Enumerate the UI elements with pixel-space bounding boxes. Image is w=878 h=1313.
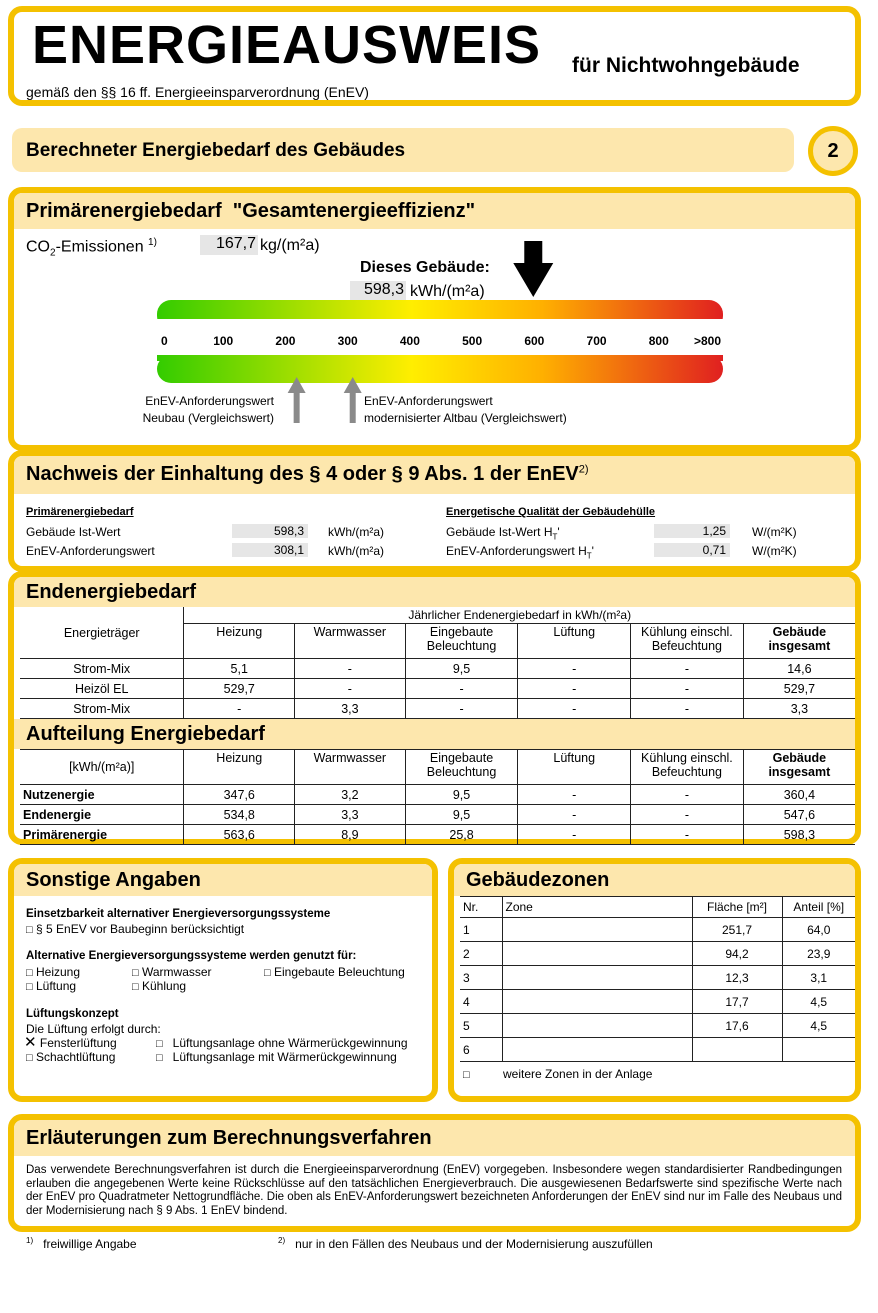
aufteilung-row	[20, 825, 855, 845]
aufteilung-cell: 3,2	[295, 785, 406, 805]
endenergie-row	[20, 679, 855, 699]
aufteilung-cell: 8,9	[295, 825, 406, 845]
endenergie-cell: 5,1	[184, 659, 295, 679]
zone-nr: 6	[460, 1038, 502, 1062]
aufteilung-cell: 547,6	[743, 805, 855, 825]
endenergie-table	[20, 607, 855, 719]
zone-name	[502, 1014, 692, 1038]
erlaeuterung-box	[8, 1114, 861, 1232]
building-arrow-icon	[513, 241, 553, 297]
zone-row	[460, 990, 855, 1014]
lueftung-subheading: Die Lüftung erfolgt durch:	[26, 1022, 161, 1036]
endenergie-cell: -	[631, 699, 744, 719]
checkbox-anlage-ohne[interactable]: □ Lüftungsanlage ohne Wärmerückgewinnung	[156, 1036, 408, 1050]
zonen-table	[460, 896, 855, 1086]
endenergie-row-label: Strom-Mix	[20, 699, 184, 719]
weitere-zonen-label: weitere Zonen in der Anlage	[503, 1067, 653, 1081]
footnote-1: $^{1)}$ freiwillige Angabe	[26, 1236, 137, 1251]
endenergie-cell: 14,6	[743, 659, 855, 679]
endenergie-row	[20, 659, 855, 679]
co2-unit: kg/(m²a)	[260, 237, 320, 254]
aufteilung-row-label: Endenergie	[20, 805, 184, 825]
erlaeuterung-header	[14, 1120, 855, 1156]
endenergie-cell: -	[518, 679, 631, 699]
col-header-kuehlung: Kühlung einschl. Befeuchtung	[631, 624, 744, 659]
sonstige-title: Sonstige Angaben	[26, 869, 201, 891]
nachweis-right-unit-2: W/(m²K)	[752, 544, 797, 558]
building-label: Dieses Gebäude:	[360, 259, 490, 276]
zone-nr: 3	[460, 966, 502, 990]
endenergie-col0-header: Energieträger	[20, 607, 184, 659]
erlaeuterung-text: Das verwendete Berechnungsverfahren ist durch die Energieeinsparverordnung (EnEV) vorgegeben. Insbesondere wegen standardisierter Randbedingungen erlauben die angegebenen Werte keine Rückschlüsse auf den tatsächlichen Energieverbrauch. Die ausgewiesenen Bedarfswerte sind spezifische Werte nach der EnEV pro Quadratmeter Nettogrundfläche. Die oben als EnEV-Anforderungswert bezeichneten Anforderungen der EnEV sind nur im Falle des Neubaus und der Modernisierung nach § 9 Abs. 1 EnEV bindend.	[26, 1164, 842, 1217]
page-number: 2	[827, 140, 839, 162]
col-header-warmwasser: Warmwasser	[295, 624, 406, 659]
aufteilung-cell: -	[631, 805, 744, 825]
zone-flaeche	[692, 1038, 782, 1062]
endenergie-cell: -	[631, 659, 744, 679]
endenergie-header	[14, 577, 855, 607]
zone-row	[460, 1014, 855, 1038]
zone-name	[502, 1038, 692, 1062]
nachweis-right-value-1: 1,25	[654, 524, 730, 538]
zonen-col-anteil: Anteil [%]	[782, 897, 855, 918]
scale-bar-white	[157, 319, 723, 361]
aufteilung-cell: -	[631, 825, 744, 845]
endenergie-cell: -	[518, 699, 631, 719]
aufteilung-row	[20, 785, 855, 805]
scale-tick-label: 0	[161, 334, 168, 348]
aufteilung-cell: 534,8	[184, 805, 295, 825]
aufteilung-cell: -	[518, 785, 631, 805]
zone-flaeche: 17,6	[692, 1014, 782, 1038]
endenergie-cell: 3,3	[295, 699, 406, 719]
endenergie-cell: 529,7	[743, 679, 855, 699]
nachweis-left-label-2: EnEV-Anforderungswert	[26, 544, 155, 558]
col-header-beleuchtung: Eingebaute Beleuchtung	[405, 624, 518, 659]
zone-flaeche: 251,7	[692, 918, 782, 942]
endenergie-cell: -	[405, 699, 518, 719]
endenergie-box	[8, 571, 861, 845]
scale-tick-label: 800	[648, 334, 669, 348]
zonen-title: Gebäudezonen	[466, 869, 610, 891]
endenergie-cell: -	[295, 679, 406, 699]
nachweis-header	[14, 456, 855, 494]
nachweis-right-label-1: Gebäude Ist-Wert $H_T'$	[446, 525, 560, 542]
sonstige-box	[8, 858, 438, 1102]
nachweis-left-value-1: 598,3	[232, 524, 308, 538]
lueftung-heading: Lüftungskonzept	[26, 1008, 119, 1020]
endenergie-title: Endenergiebedarf	[26, 581, 197, 603]
scale-tick-label: 700	[586, 334, 607, 348]
scale-tick-label: 300	[337, 334, 358, 348]
nachweis-right-value-2: 0,71	[654, 543, 730, 557]
aufteilung-cell: 9,5	[405, 785, 518, 805]
col-header-gesamt: Gebäude insgesamt	[743, 624, 855, 659]
endenergie-cell: 9,5	[405, 659, 518, 679]
nachweis-left-label-1: Gebäude Ist-Wert	[26, 525, 121, 539]
zone-name	[502, 942, 692, 966]
section-bar	[12, 128, 794, 172]
building-unit: kWh/(m²a)	[410, 283, 485, 300]
alt-usage-heading: Alternative Energieversorgungssysteme werden genutzt für:	[26, 950, 357, 962]
zone-nr: 1	[460, 918, 502, 942]
zone-flaeche: 12,3	[692, 966, 782, 990]
aufteilung-title: Aufteilung Energiebedarf	[26, 723, 265, 745]
aufteilung-cell: 9,5	[405, 805, 518, 825]
checkbox-schachtlueftung[interactable]: □ Schachtlüftung	[26, 1050, 116, 1064]
zone-name	[502, 966, 692, 990]
altbau-reference-label: EnEV-Anforderungswert modernisierter Altbau (Vergleichswert)	[364, 394, 567, 425]
checkbox-kuehlung[interactable]: □ Kühlung	[132, 979, 187, 993]
aufteilung-row-label: Nutzenergie	[20, 785, 184, 805]
aufteilung-cell: 3,3	[295, 805, 406, 825]
zone-name	[502, 918, 692, 942]
neubau-reference-label: EnEV-Anforderungswert Neubau (Vergleichswert)	[142, 394, 274, 425]
aufteilung-cell: -	[518, 805, 631, 825]
altbau-reference-arrow-icon	[344, 377, 362, 423]
document-title-suffix: für Nichtwohngebäude	[572, 54, 800, 77]
zone-name	[502, 990, 692, 1014]
endenergie-cell: 529,7	[184, 679, 295, 699]
endenergie-cell: 3,3	[743, 699, 855, 719]
zone-anteil: 4,5	[782, 1014, 855, 1038]
checkbox-lueftung[interactable]: □ Lüftung	[26, 979, 77, 993]
endenergie-group-header: Jährlicher Endenergiebedarf in kWh/(m²a)	[184, 607, 855, 624]
co2-label: $CO_2$-Emissionen $^{1)}$	[26, 237, 157, 259]
aufteilung-row	[20, 805, 855, 825]
zone-row	[460, 1038, 855, 1062]
zone-anteil: 23,9	[782, 942, 855, 966]
aufteilung-cell: 347,6	[184, 785, 295, 805]
zonen-col-zone: Zone	[502, 897, 692, 918]
nachweis-box	[8, 450, 861, 572]
zone-anteil: 64,0	[782, 918, 855, 942]
zone-row	[460, 918, 855, 942]
erlaeuterung-title: Erläuterungen zum Berechnungsverfahren	[26, 1127, 432, 1149]
sonstige-header	[14, 864, 432, 896]
scale-tick-label: 400	[399, 334, 420, 348]
document-title: ENERGIEAUSWEIS	[32, 15, 542, 75]
aufteilung-cell: -	[631, 785, 744, 805]
zone-row	[460, 942, 855, 966]
aufteilung-col0-header: [kWh/(m²a)]	[20, 750, 184, 785]
footnote-2: $^{2)}$ nur in den Fällen des Neubaus und der Modernisierung auszufüllen	[278, 1236, 653, 1251]
zone-anteil	[782, 1038, 855, 1062]
zone-flaeche: 94,2	[692, 942, 782, 966]
scale-tick-label: 200	[275, 334, 296, 348]
checkbox-anlage-mit[interactable]: □ Lüftungsanlage mit Wärmerückgewinnung	[156, 1050, 397, 1064]
aufteilung-cell: 25,8	[405, 825, 518, 845]
document-subtitle: gemäß den §§ 16 ff. Energieeinsparverordnung (EnEV)	[26, 84, 369, 100]
scale-tick-label: 100	[213, 334, 234, 348]
zonen-header	[454, 864, 855, 896]
alt-systems-heading: Einsetzbarkeit alternativer Energieversorgungssysteme	[26, 908, 331, 920]
zonen-col-nr: Nr.	[460, 897, 502, 918]
aufteilung-cell: 360,4	[743, 785, 855, 805]
weitere-zonen-checkbox[interactable]: □	[463, 1069, 470, 1081]
aufteilung-cell: 598,3	[743, 825, 855, 845]
col-header-heizung: Heizung	[184, 624, 295, 659]
col-header-lueftung: Lüftung	[518, 624, 631, 659]
aufteilung-cell: 563,6	[184, 825, 295, 845]
primary-energy-box	[8, 187, 861, 451]
endenergie-cell: -	[405, 679, 518, 699]
primary-header	[14, 193, 855, 229]
zone-nr: 5	[460, 1014, 502, 1038]
nachweis-left-title: Primärenergiebedarf	[26, 506, 134, 518]
co2-value: 167,7	[200, 235, 258, 255]
zonen-box	[448, 858, 861, 1102]
nachweis-left-unit-2: kWh/(m²a)	[328, 544, 384, 558]
scale-tick-label: >800	[693, 334, 721, 348]
neubau-reference-arrow-icon	[288, 377, 306, 423]
checkbox-fensterlueftung-checked[interactable]: ✕ Fensterlüftung	[24, 1034, 117, 1051]
zonen-col-flaeche: Fläche [m²]	[692, 897, 782, 918]
checkbox-enev-5[interactable]: □ § 5 EnEV vor Baubeginn berücksichtigt	[26, 922, 245, 936]
zone-nr: 4	[460, 990, 502, 1014]
title-box	[8, 6, 861, 106]
endenergie-cell: -	[631, 679, 744, 699]
nachweis-right-label-2: EnEV-Anforderungswert $H_T'$	[446, 544, 594, 561]
endenergie-row-label: Strom-Mix	[20, 659, 184, 679]
endenergie-cell: -	[518, 659, 631, 679]
endenergie-row	[20, 699, 855, 719]
page-number-badge	[808, 126, 858, 176]
aufteilung-cell: -	[518, 825, 631, 845]
zone-anteil: 4,5	[782, 990, 855, 1014]
endenergie-row-label: Heizöl EL	[20, 679, 184, 699]
nachweis-left-unit-1: kWh/(m²a)	[328, 525, 384, 539]
nachweis-right-unit-1: W/(m²K)	[752, 525, 797, 539]
zone-row	[460, 966, 855, 990]
weitere-zonen-row[interactable]	[460, 1062, 855, 1087]
scale-tick-label: 600	[524, 334, 545, 348]
nachweis-left-value-2: 308,1	[232, 543, 308, 557]
nachweis-right-title: Energetische Qualität der Gebäudehülle	[446, 506, 656, 518]
aufteilung-header	[14, 719, 855, 749]
aufteilung-row-label: Primärenergie	[20, 825, 184, 845]
scale-tick-label: 500	[462, 334, 483, 348]
zone-anteil: 3,1	[782, 966, 855, 990]
zone-nr: 2	[460, 942, 502, 966]
building-value: 598,3	[350, 281, 406, 303]
zone-flaeche: 17,7	[692, 990, 782, 1014]
primary-title: Primärenergiebedarf "Gesamtenergieeffizienz"	[26, 200, 476, 222]
nachweis-title: Nachweis der Einhaltung des § 4 oder § 9 Abs. 1 der EnEV$^{2)}$	[26, 463, 589, 485]
checkbox-warmwasser[interactable]: □ Warmwasser	[132, 965, 212, 979]
co2-footnote: 1)	[148, 237, 157, 248]
checkbox-heizung[interactable]: □ Heizung	[26, 965, 81, 979]
endenergie-cell: -	[184, 699, 295, 719]
endenergie-cell: -	[295, 659, 406, 679]
checkbox-beleuchtung[interactable]: □ Eingebaute Beleuchtung	[264, 965, 405, 979]
section-title: Berechneter Energiebedarf des Gebäudes	[26, 140, 406, 161]
aufteilung-table: [kWh/(m²a)] Heizung Warmwasser Eingebaute Beleuchtung Lüftung Kühlung einschl. Befeuchtung Gebäude insgesamt Nutzenergie 347,6 3,2 9,5 - - 360,4 Endenergie 534,8 3,3 9,5 - - 547,6 Primärenergie 563,6 8,9 25,8 - - 598,3	[20, 749, 855, 845]
